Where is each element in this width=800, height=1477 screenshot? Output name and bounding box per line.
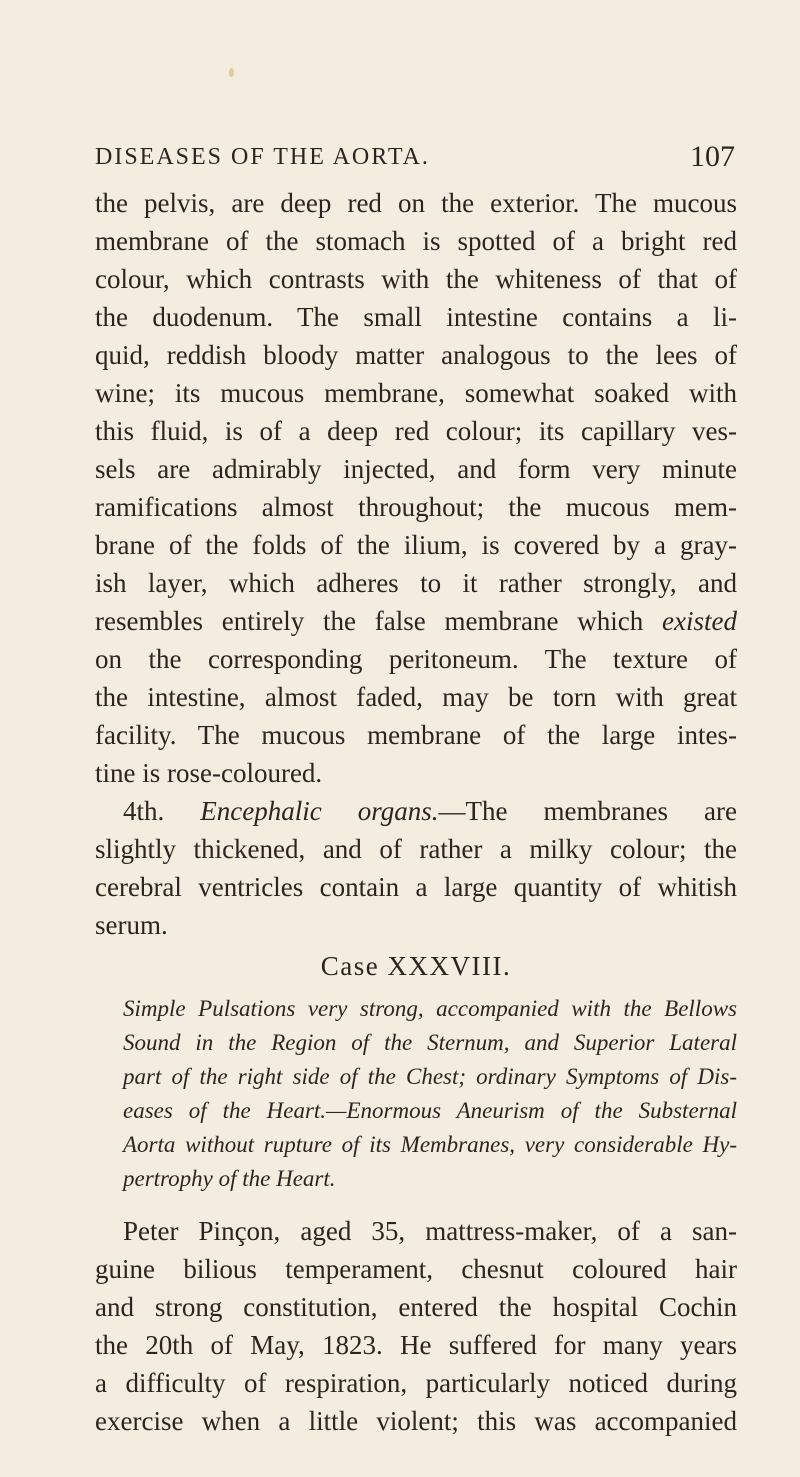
- text-line: tine is rose-coloured.: [95, 758, 323, 788]
- case-summary: [95, 992, 737, 1196]
- text-line: on the corresponding peritoneum. The texture of: [95, 644, 737, 674]
- text-line: brane of the folds of the ilium, is covered by a gray-: [95, 530, 737, 560]
- summary-line: Aorta without rupture of its Membranes, very considerable Hy-: [123, 1132, 737, 1157]
- text-line: and strong constitution, entered the hospital Cochin: [95, 1292, 737, 1322]
- paragraph-encephalic-organs: [95, 792, 737, 944]
- text-line: ish layer, which adheres to it rather strongly, and: [95, 568, 737, 598]
- case-heading: Case XXXVIII.: [320, 951, 512, 981]
- running-head-title: DISEASES OF THE AORTA.: [95, 144, 430, 170]
- text-line: membrane of the stomach is spotted of a bright red: [95, 226, 737, 256]
- text-line: exercise when a little violent; this was accompanied: [95, 1406, 737, 1436]
- text-line: facility. The mucous membrane of the large intes-: [95, 720, 737, 750]
- text-line: serum.: [95, 910, 168, 940]
- summary-line: Simple Pulsations very strong, accompanied with the Bellows: [123, 996, 737, 1021]
- italic-word: existed: [662, 606, 737, 636]
- text-segment: —The membranes are: [438, 796, 737, 826]
- text-line: cerebral ventricles contain a large quantity of whitish: [95, 872, 737, 902]
- text-line: a difficulty of respiration, particularly noticed during: [95, 1368, 737, 1398]
- text-line: the intestine, almost faded, may be torn with great: [95, 682, 737, 712]
- paragraph-case-history: [95, 1212, 737, 1440]
- section-number: 4th.: [123, 796, 201, 826]
- summary-line: part of the right side of the Chest; ordinary Symptoms of Dis-: [123, 1064, 737, 1089]
- text-line: wine; its mucous membrane, somewhat soaked with: [95, 378, 737, 408]
- text-line: the 20th of May, 1823. He suffered for many years: [95, 1330, 737, 1360]
- text-line: the pelvis, are deep red on the exterior. The mucous: [95, 188, 737, 218]
- text-line: this fluid, is of a deep red colour; its capillary ves-: [95, 416, 737, 446]
- text-line: [95, 602, 737, 640]
- summary-line: pertrophy of the Heart.: [123, 1166, 336, 1191]
- text-line: Peter Pinçon, aged 35, mattress-maker, of a san-: [123, 1216, 737, 1246]
- section-title: Encephalic organs.: [200, 796, 439, 826]
- text-line: sels are admirably injected, and form very minute: [95, 454, 737, 484]
- page-number: 107: [690, 140, 735, 173]
- text-line: slightly thickened, and of rather a milky colour; the: [95, 834, 737, 864]
- paragraph-intestine-description: [95, 184, 737, 792]
- text-line: ramifications almost throughout; the mucous mem-: [95, 492, 737, 522]
- text-line: guine bilious temperament, chesnut coloured hair: [95, 1254, 737, 1284]
- summary-line: eases of the Heart.—Enormous Aneurism of the Substernal: [123, 1098, 737, 1123]
- running-head: [95, 140, 735, 180]
- summary-line: Sound in the Region of the Sternum, and Superior Lateral: [123, 1030, 737, 1055]
- body-text: [95, 184, 737, 1440]
- paper-stain: [229, 68, 234, 77]
- text-line: colour, which contrasts with the whiteness of that of: [95, 264, 737, 294]
- text-line: quid, reddish bloody matter analogous to the lees of: [95, 340, 737, 370]
- text-segment: resembles entirely the false membrane which: [95, 606, 663, 636]
- text-line: [95, 792, 737, 830]
- text-line: the duodenum. The small intestine contains a li-: [95, 302, 737, 332]
